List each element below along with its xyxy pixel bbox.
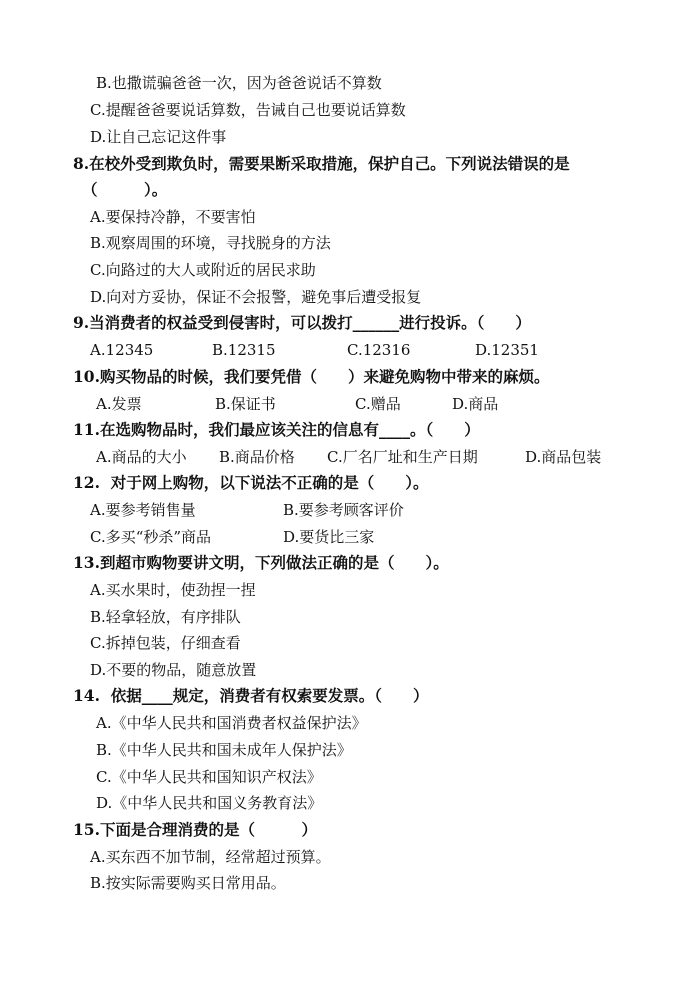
q13-option-d: D.不要的物品，随意放置 bbox=[90, 661, 257, 679]
q14-option-a: A.《中华人民共和国消费者权益保护法》 bbox=[96, 714, 367, 732]
q8-option-c: C.向路过的大人或附近的居民求助 bbox=[90, 261, 316, 279]
q9-option-a: A.12345 bbox=[90, 341, 154, 359]
q9-stem: 9.当消费者的权益受到侵害时，可以拨打______进行投诉。（ ） bbox=[73, 313, 531, 332]
q8-option-b: B.观察周围的环境，寻找脱身的方法 bbox=[90, 234, 331, 252]
q9-option-d: D.12351 bbox=[475, 341, 539, 359]
q13-option-b: B.轻拿轻放，有序排队 bbox=[90, 608, 241, 626]
q13-option-c: C.拆掉包装，仔细查看 bbox=[90, 634, 241, 652]
q12-option-d: D.要货比三家 bbox=[283, 528, 375, 546]
q13-stem: 13.到超市购物要讲文明，下列做法正确的是（ ）。 bbox=[73, 553, 449, 572]
q9-option-b: B.12315 bbox=[212, 341, 276, 359]
q12-option-a: A.要参考销售量 bbox=[90, 501, 196, 519]
q11-option-d: D.商品包装 bbox=[525, 448, 602, 466]
q11-option-b: B.商品价格 bbox=[219, 448, 295, 466]
q15-option-a: A.买东西不加节制，经常超过预算。 bbox=[90, 848, 331, 866]
q14-option-d: D.《中华人民共和国义务教育法》 bbox=[96, 794, 323, 812]
q11-stem: 11.在选购物品时，我们最应该关注的信息有____。（ ） bbox=[73, 420, 480, 439]
q14-option-c: C.《中华人民共和国知识产权法》 bbox=[96, 768, 322, 786]
q10-option-c: C.赠品 bbox=[355, 395, 401, 413]
q11-option-a: A.商品的大小 bbox=[96, 448, 187, 466]
q8-answer-paren: （ ）。 bbox=[82, 180, 168, 199]
q10-option-a: A.发票 bbox=[96, 395, 142, 413]
q10-stem: 10.购买物品的时候，我们要凭借（ ）来避免购物中带来的麻烦。 bbox=[73, 367, 550, 386]
q7-option-d: D.让自己忘记这件事 bbox=[90, 128, 227, 146]
q14-stem: 14. 依据____规定，消费者有权索要发票。（ ） bbox=[73, 686, 429, 705]
q7-option-b: B.也撒谎骗爸爸一次，因为爸爸说话不算数 bbox=[96, 74, 382, 92]
q12-option-c: C.多买“秒杀”商品 bbox=[90, 528, 212, 546]
q14-option-b: B.《中华人民共和国未成年人保护法》 bbox=[96, 741, 352, 759]
q10-option-d: D.商品 bbox=[452, 395, 499, 413]
q12-option-b: B.要参考顾客评价 bbox=[283, 501, 404, 519]
q8-option-a: A.要保持冷静，不要害怕 bbox=[90, 208, 256, 226]
q15-option-b: B.按实际需要购买日常用品。 bbox=[90, 874, 286, 892]
q11-option-c: C.厂名厂址和生产日期 bbox=[327, 448, 478, 466]
q15-stem: 15.下面是合理消费的是（ ） bbox=[73, 820, 317, 839]
q10-option-b: B.保证书 bbox=[215, 395, 276, 413]
q12-stem: 12. 对于网上购物，以下说法不正确的是（ ）。 bbox=[73, 473, 429, 492]
q13-option-a: A.买水果时，使劲捏一捏 bbox=[90, 581, 256, 599]
q9-option-c: C.12316 bbox=[347, 341, 411, 359]
q8-stem: 8.在校外受到欺负时，需要果断采取措施，保护自己。下列说法错误的是 bbox=[73, 154, 570, 173]
q8-option-d: D.向对方妥协，保证不会报警，避免事后遭受报复 bbox=[90, 288, 422, 306]
q7-option-c: C.提醒爸爸要说话算数，告诫自己也要说话算数 bbox=[90, 101, 406, 119]
